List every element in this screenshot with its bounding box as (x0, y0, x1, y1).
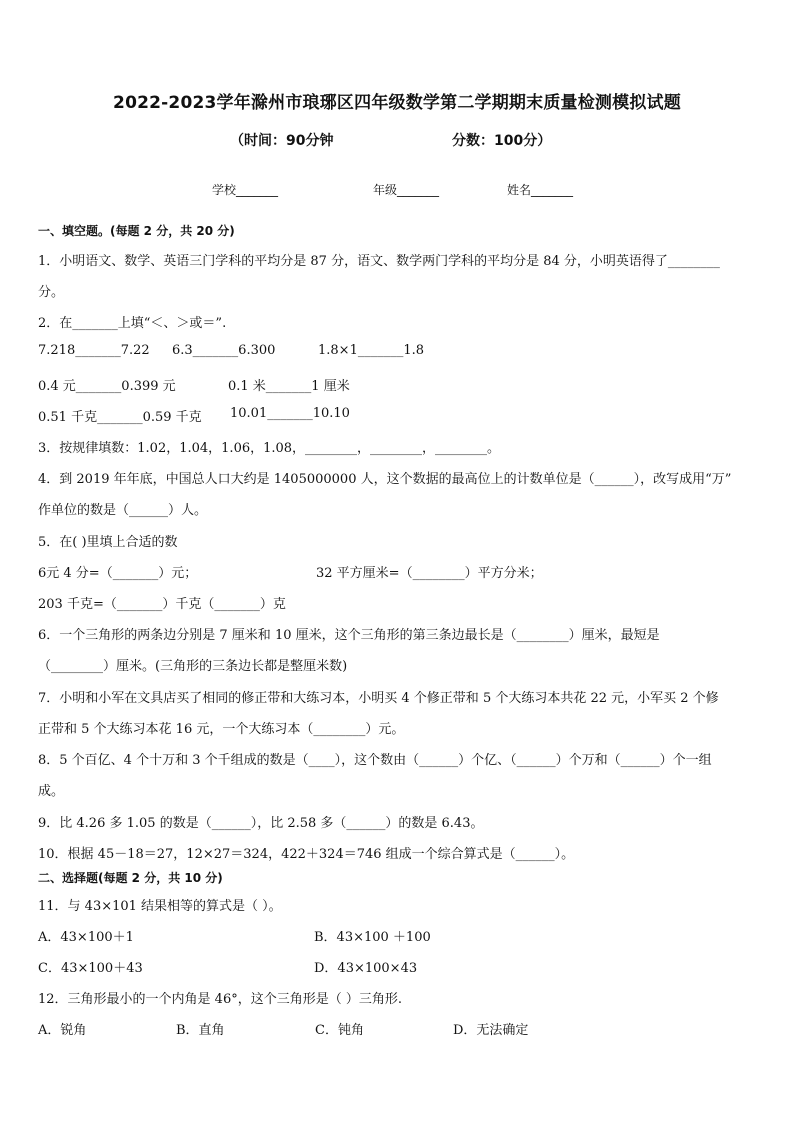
question-4-line-2: 作单位的数是（______）人。 (38, 503, 208, 518)
question-12-option: D．无法确定 (453, 1023, 529, 1038)
school-field: 学校_______ (212, 183, 279, 197)
name-field: 姓名_______ (507, 183, 574, 197)
question-2-item: 10.01_______10.10 (230, 406, 350, 421)
question-2-item: 7.218_______7.22 (38, 343, 150, 358)
question-2-item: 1.8×1_______1.8 (318, 343, 425, 358)
question-12-option: C．钝角 (315, 1023, 364, 1038)
question-5-line-1: 5．在( )里填上合适的数 (38, 535, 178, 550)
question-2-item: 6.3_______6.300 (172, 343, 276, 358)
exam-title: 2022-2023学年滁州市琅琊区四年级数学第二学期期末质量检测模拟试题 (113, 93, 681, 113)
question-11-option: A．43×100＋1 (38, 930, 134, 945)
question-11-option: C．43×100＋43 (38, 961, 143, 976)
exam-score: 分数：100分） (452, 133, 552, 149)
question-2-item: 0.1 米_______1 厘米 (228, 379, 350, 394)
question-5-item: 32 平方厘米=（________）平方分米； (316, 566, 543, 581)
exam-time: （时间：90分钟 (230, 133, 334, 149)
question-6-line-2: （________）厘米。(三角形的三条边长都是整厘米数) (38, 659, 348, 674)
section-choice-heading: 二、选择题(每题 2 分，共 10 分) (38, 871, 223, 885)
question-2-item: 0.4 元_______0.399 元 (38, 379, 176, 394)
question-4-line-1: 4．到 2019 年年底，中国总人口大约是 1405000000 人，这个数据的最高位上的计数单位是（______），改写成用“万” (38, 472, 732, 487)
question-11: 11．与 43×101 结果相等的算式是（ ）。 (38, 899, 282, 914)
question-1-line-2: 分。 (38, 285, 65, 300)
question-2-line-1: 2．在_______上填“＜、＞或＝”. (38, 316, 227, 331)
question-7-line-2: 正带和 5 个大练习本花 16 元，一个大练习本（________）元。 (38, 722, 405, 737)
question-5-item: 203 千克=（_______）千克（_______）克 (38, 597, 286, 612)
question-6-line-1: 6．一个三角形的两条边分别是 7 厘米和 10 厘米，这个三角形的第三条边最长是（________）厘米，最短是 (38, 628, 660, 643)
grade-field: 年级_______ (373, 183, 440, 197)
question-8-line-2: 成。 (38, 784, 65, 799)
section-fill-blank-heading: 一、填空题。(每题 2 分，共 20 分) (38, 224, 235, 238)
question-9: 9．比 4.26 多 1.05 的数是（______），比 2.58 多（______）的数是 6.43。 (38, 816, 484, 831)
question-12-option: A．锐角 (38, 1023, 87, 1038)
question-3: 3．按规律填数：1.02，1.04，1.06，1.08，________，________，________。 (38, 441, 501, 456)
question-2-item: 0.51 千克_______0.59 千克 (38, 410, 202, 425)
question-5-item: 6元 4 分=（_______）元； (38, 566, 198, 581)
question-12: 12．三角形最小的一个内角是 46°，这个三角形是（ ）三角形. (38, 992, 402, 1007)
question-11-option: B．43×100 ＋100 (314, 930, 431, 945)
question-11-option: D．43×100×43 (314, 961, 418, 976)
question-12-option: B．直角 (176, 1023, 225, 1038)
question-10: 10．根据 45－18＝27，12×27＝324，422＋324＝746 组成一个综合算式是（______）。 (38, 847, 575, 862)
question-1-line-1: 1．小明语文、数学、英语三门学科的平均分是 87 分，语文、数学两门学科的平均分是 84 分，小明英语得了________ (38, 254, 720, 269)
question-7-line-1: 7．小明和小军在文具店买了相同的修正带和大练习本，小明买 4 个修正带和 5 个大练习本共花 22 元，小军买 2 个修 (38, 691, 719, 706)
question-8-line-1: 8．5 个百亿、4 个十万和 3 个千组成的数是（____），这个数由（______）个亿、（______）个万和（______）个一组 (38, 753, 712, 768)
